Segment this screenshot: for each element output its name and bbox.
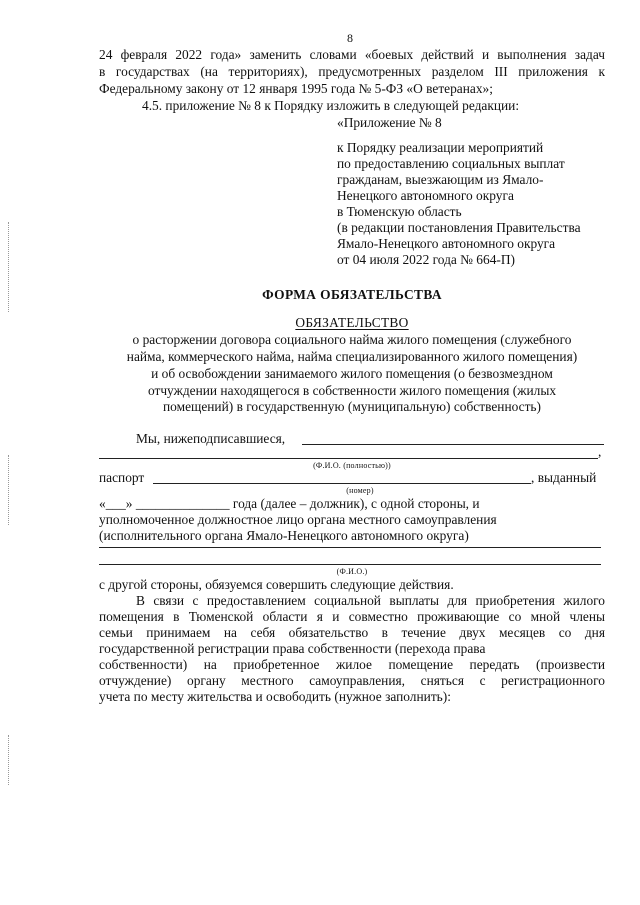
issued-label: , выданный <box>531 470 597 485</box>
body-paragraph-line: В связи с предоставлением социальной выплаты для приобретения жилого <box>136 593 605 608</box>
official-line: (исполнительного органа Ямало-Ненецкого автономного округа) <box>99 528 469 543</box>
appendix-header-line: от 04 июля 2022 года № 664-П) <box>337 252 515 267</box>
official-line: уполномоченное должностное лицо органа местного самоуправления <box>99 512 497 527</box>
passport-number-field[interactable] <box>153 483 531 484</box>
body-paragraph-line: государственной регистрации права собственности (перехода права <box>99 641 486 656</box>
document-subtitle-line: о расторжении договора социального найма жилого помещения (служебного <box>132 332 572 347</box>
document-subtitle-line: помещений) в государственную (муниципальную) собственность) <box>162 399 541 414</box>
page-number: 8 <box>347 31 353 45</box>
appendix-header-line: Ненецкого автономного округа <box>337 188 514 203</box>
number-caption: (номер) <box>346 486 374 495</box>
appendix-header-line: по предоставлению социальных выплат <box>337 156 565 171</box>
fio-caption: (Ф.И.О.) <box>336 567 368 576</box>
official-name-field[interactable] <box>99 547 601 548</box>
official-name-field-continued[interactable] <box>99 564 601 565</box>
item-4-5: 4.5. приложение № 8 к Порядку изложить в следующей редакции: <box>142 98 520 113</box>
date-line: «___» ______________ года (далее – должник), с одной стороны, и <box>99 496 480 511</box>
paragraph-line: в государствах (на территориях), предусмотренных разделом III приложения к <box>99 64 605 79</box>
undersigned-name-field[interactable] <box>302 444 604 445</box>
appendix-header-line: гражданам, выезжающим из Ямало- <box>337 172 544 187</box>
body-paragraph-line: семьи принимаем на себя обязательство в течение двух месяцев со дня <box>99 625 605 640</box>
appendix-header-line: в Тюменскую область <box>337 204 462 219</box>
body-paragraph-line: отчуждение) органу местного самоуправления, сняться с регистрационного <box>99 673 605 688</box>
scan-edge-mark <box>8 735 9 785</box>
appendix-header-line: Ямало-Ненецкого автономного округа <box>337 236 556 251</box>
appendix-header-line: (в редакции постановления Правительства <box>337 220 581 235</box>
scan-edge-mark <box>8 222 9 312</box>
undersigned-label: Мы, нижеподписавшиеся, <box>136 431 286 446</box>
scan-edge-mark <box>8 455 9 525</box>
undersigned-name-field-continued[interactable] <box>99 458 598 459</box>
appendix-header-line: «Приложение № 8 <box>337 115 442 130</box>
body-paragraph-line: собственности) на приобретенное жилое помещение передать (произвести <box>99 657 605 672</box>
other-side-line: с другой стороны, обязуемся совершить следующие действия. <box>99 577 454 592</box>
passport-label: паспорт <box>99 470 145 485</box>
fio-full-caption: (Ф.И.О. (полностью)) <box>313 461 391 470</box>
body-paragraph-line: учета по месту жительства и освободить (нужное заполнить): <box>99 689 451 704</box>
paragraph-line: Федеральному закону от 12 января 1995 года № 5-ФЗ «О ветеранах»; <box>99 81 493 96</box>
body-paragraph-line: помещения в Тюменской области я и совместно проживающие со мной члены <box>99 609 605 624</box>
document-subtitle-line: отчуждении находящегося в собственности жилого помещения (жилых <box>147 383 557 398</box>
appendix-header-line: к Порядку реализации мероприятий <box>337 140 544 155</box>
document-title <box>99 315 605 331</box>
line-end-comma: , <box>598 444 602 459</box>
document-subtitle-line: найма, коммерческого найма, найма специализированного жилого помещения) <box>126 349 578 364</box>
form-title: ФОРМА ОБЯЗАТЕЛЬСТВА <box>262 287 442 302</box>
document-subtitle-line: и об освобождении занимаемого жилого помещения (о безвозмездном <box>151 366 553 381</box>
paragraph-line: 24 февраля 2022 года» заменить словами «боевых действий и выполнения задач <box>99 47 605 62</box>
document-title-text: ОБЯЗАТЕЛЬСТВО <box>295 315 409 330</box>
